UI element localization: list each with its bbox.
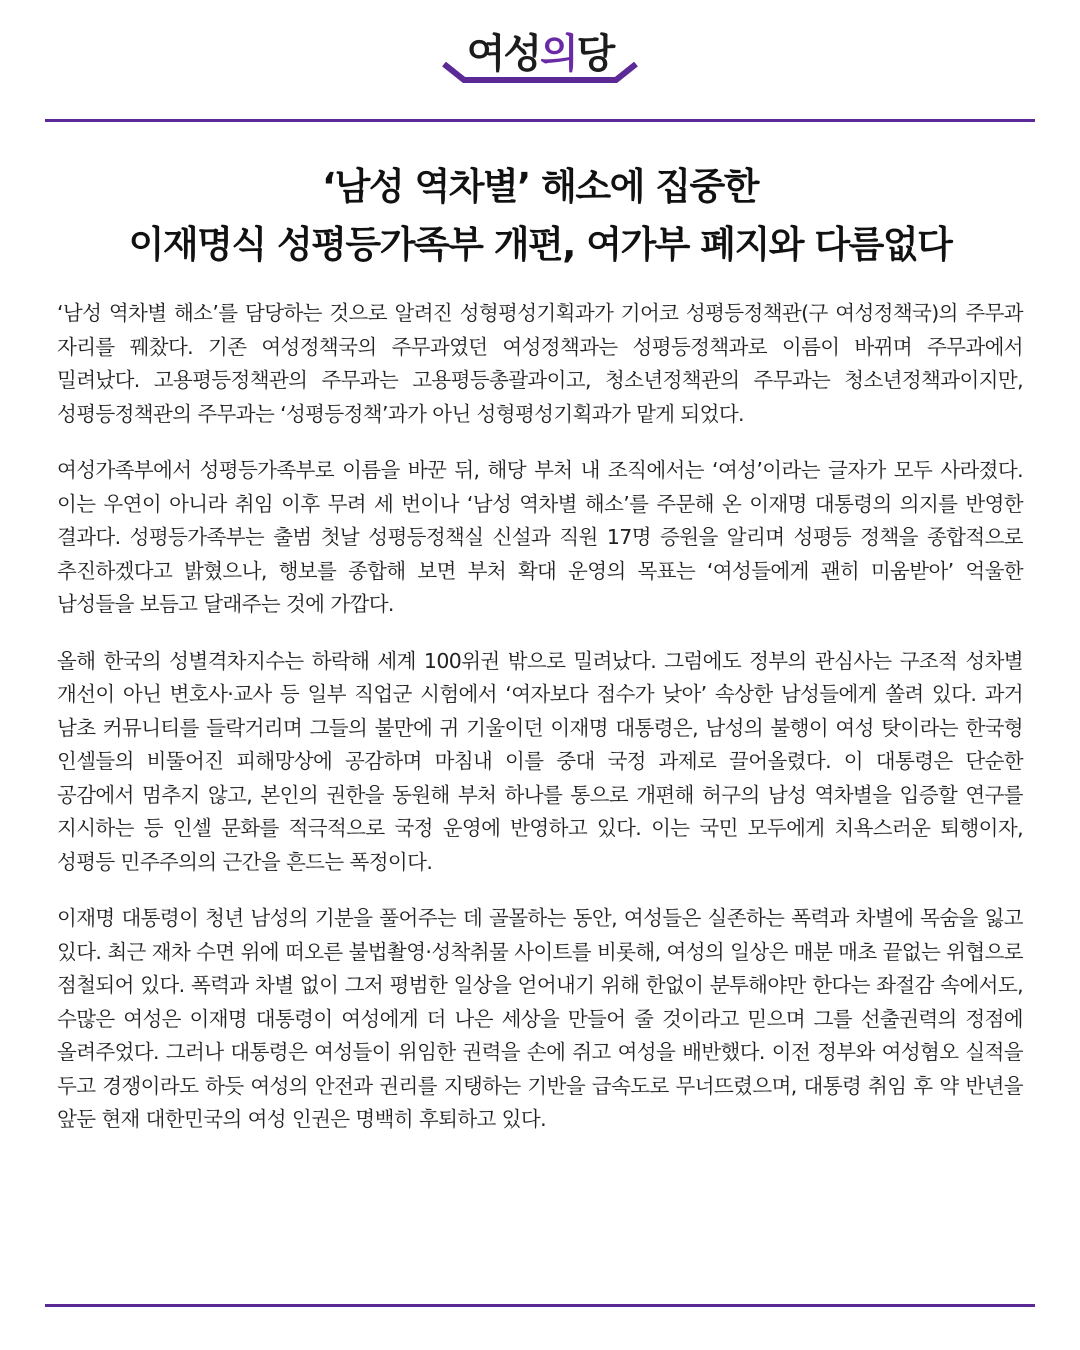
bottom-divider: [45, 1304, 1035, 1307]
paragraph: 이재명 대통령이 청년 남성의 기분을 풀어주는 데 골몰하는 동안, 여성들은 실존하는 폭력과 차별에 목숨을 잃고 있다. 최근 재차 수면 위에 떠오른 불법촬영·성착취물 사이트를 비롯해, 여성의 일상은 매분 매초 끝없는 위협으로 점철되어 있다. 폭력과 차별 없이 그저 평범한 일상을 얻어내기 위해 한없이 분투해야만 한다는 좌절감 속에서도, 수많은 여성은 이재명 대통령이 여성에게 더 나은 세상을 만들어 줄 것이라고 믿으며 그를 선출권력의 정점에 올려주었다. 그러나 대통령은 여성들이 위임한 권력을 손에 쥐고 여성을 배반했다. 이전 정부와 여성혐오 실적을 두고 경쟁이라도 하듯 여성의 안전과 권리를 지탱하는 기반을 급속도로 무너뜨렸으며, 대통령 취임 후 약 반년을 앞둔 현재 대한민국의 여성 인권은 명백히 후퇴하고 있다.: [57, 906, 1023, 1131]
title-line-1: ‘남성 역차별’ 해소에 집중한: [322, 165, 758, 208]
title-line-2: 이재명식 성평등가족부 개편, 여가부 폐지와 다름없다: [128, 223, 952, 266]
statement-body: [57, 297, 1023, 1160]
paragraph: 여성가족부에서 성평등가족부로 이름을 바꾼 뒤, 해당 부처 내 조직에서는 ‘여성’이라는 글자가 모두 사라졌다. 이는 우연이 아니라 취임 이후 무려 세 번이나 ‘남성 역차별 해소’를 주문해 온 이재명 대통령의 의지를 반영한 결과다. 성평등가족부는 출범 첫날 성평등정책실 신설과 직원 17명 증원을 알리며 성평등 정책을 종합적으로 추진하겠다고 밝혔으나, 행보를 종합해 보면 부처 확대 운영의 목표는 ‘여성들에게 괜히 미움받아’ 억울한 남성들을 보듬고 달래주는 것에 가깝다.: [57, 458, 1023, 616]
top-divider: [45, 119, 1035, 122]
paragraph: 올해 한국의 성별격차지수는 하락해 세계 100위권 밖으로 밀려났다. 그럼에도 정부의 관심사는 구조적 성차별 개선이 아닌 변호사·교사 등 일부 직업군 시험에서 ‘여자보다 점수가 낮아’ 속상한 남성들에게 쏠려 있다. 과거 남초 커뮤니티를 들락거리며 그들의 불만에 귀 기울이던 이재명 대통령은, 남성의 불행이 여성 탓이라는 한국형 인셀들의 비뚤어진 피해망상에 공감하며 마침내 이를 중대 국정 과제로 끌어올렸다. 이 대통령은 단순한 공감에서 멈추지 않고, 본인의 권한을 동원해 부처 하나를 통으로 개편해 허구의 남성 역차별을 입증할 연구를 지시하는 등 인셀 문화를 적극적으로 국정 운영에 반영하고 있다. 이는 국민 모두에게 치욕스러운 퇴행이자, 성평등 민주주의의 근간을 흔드는 폭정이다.: [57, 648, 1023, 874]
logo-text-end: 당: [576, 31, 614, 77]
paragraph: ‘남성 역차별 해소’를 담당하는 것으로 알려진 성형평성기획과가 기어코 성평등정책관(구 여성정책국)의 주무과 자리를 꿰찼다. 기존 여성정책국의 주무과였던 여성정책과는 성평등정책과로 이름이 바뀌며 주무과에서 밀려났다. 고용평등정책관의 주무과는 고용평등총괄과이고, 청소년정책관의 주무과는 청소년정책과이지만, 성평등정책관의 주무과는 ‘성평등정책’과가 아닌 성형평성기획과가 맡게 되었다.: [57, 301, 1023, 426]
logo-chevron-icon: [440, 62, 640, 86]
logo-text-accent: 의: [540, 31, 577, 77]
page-title: [40, 158, 1040, 274]
party-logo: [0, 30, 1080, 90]
logo-text-main: 여성: [466, 31, 540, 77]
